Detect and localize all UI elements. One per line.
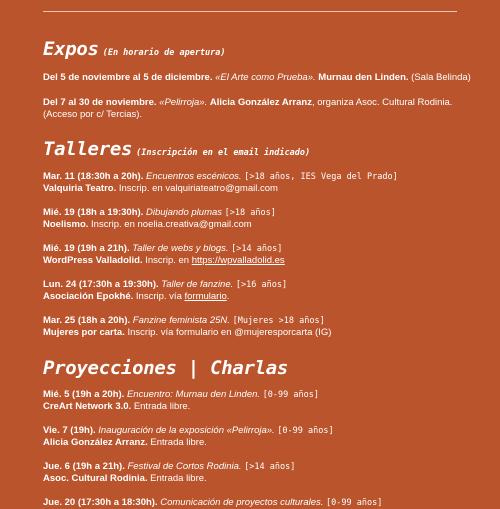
charla-entry [43,389,473,414]
entry-date: Mié. 19 (19h a 21h). [43,243,130,254]
entry-name: «Pelirroja». [159,97,207,108]
entry-name: «El Arte como Prueba». [215,72,316,83]
entry-organizer: Alicia González Arranz [210,97,312,108]
entry-tag: [0-99 años] [326,498,382,508]
entry-name: Comunicación de proyectos culturales. [160,497,323,508]
charla-entry [43,497,473,509]
entry-organizer: CreArt Network 3.0. [43,401,131,412]
entry-organizer: Asociación Epokhé. [43,291,133,302]
top-divider [43,11,457,12]
section-proyecciones-header [43,355,473,379]
charla-entry [43,425,473,450]
entry-date: Jue. 20 (17:30h a 18:30h). [43,497,158,508]
entry-date: Mié. 5 (19h a 20h). [43,389,124,400]
taller-entry [43,279,473,304]
entry-organizer: Alicia González Arranz. [43,437,148,448]
section-talleres-header [43,136,473,160]
entry-organizer: Valquiria Teatro. [43,183,116,194]
entry-date: Mar. 25 (18h a 20h). [43,315,130,326]
entry-tag: [0-99 años] [277,426,333,436]
program-content [43,36,473,509]
entry-organizer: WordPress Valladolid. [43,255,143,266]
expo-entry [43,97,473,122]
entry-name: Taller de fanzine. [161,279,233,290]
section-note-talleres: (Inscripción en el email indicado) [136,148,310,158]
entry-name: Festival de Cortos Rodinia. [127,461,241,472]
entry-tag: [>16 años] [236,280,287,290]
taller-entry [43,171,473,196]
entry-name: Encuentro: Murnau den Linden. [127,389,260,400]
entry-info: Entrada libre. [150,473,207,484]
wpvalladolid-link[interactable]: https://wpvalladolid.es [192,255,285,266]
entry-date: Lun. 24 (17:30h a 19:30h). [43,279,159,290]
entry-tag: [>14 años] [231,244,282,254]
entry-info: Inscrip. en [145,255,189,266]
taller-entry [43,207,473,232]
entry-organizer: Noelismo. [43,219,88,230]
entry-organizer: Murnau den Linden. [318,72,408,83]
entry-name: Encuentros escénicos. [146,171,242,182]
entry-extra: (Sala Belinda) [411,72,471,83]
entry-name: Inauguración de la exposición «Pelirroja». [98,425,274,436]
section-expos-header [43,36,473,60]
entry-date: Jue. 6 (19h a 21h). [43,461,125,472]
entry-tag: [0-99 años] [263,390,319,400]
entry-info: Entrada libre. [150,437,207,448]
entry-info: Inscrip. vía [136,291,182,302]
entry-tag: [>18 años] [225,208,276,218]
section-note-expos: (En horario de apertura) [103,48,226,58]
entry-tag: [>14 años] [244,462,295,472]
taller-entry [43,315,473,340]
entry-date: Vie. 7 (19h). [43,425,96,436]
entry-name: Dibujando plumas [146,207,222,218]
entry-date: Del 7 al 30 de noviembre. [43,97,157,108]
entry-tail: . [227,291,230,302]
section-title-talleres: Talleres [43,138,132,160]
formulario-link[interactable]: formulario [185,291,227,302]
entry-tag: [Mujeres >18 años] [233,316,325,326]
entry-organizer: Mujeres por carta. [43,327,125,338]
section-title-proyecciones: Proyecciones | Charlas [43,357,288,379]
charla-entry [43,461,473,486]
entry-extra-2: (Acceso por c/ Tercias). [43,109,473,122]
entry-organizer: Asoc. Cultural Rodinia. [43,473,148,484]
entry-name: Taller de webs y blogs. [132,243,228,254]
entry-info: Inscrip. en noelia.creativa@gmail.com [91,219,252,230]
entry-tag: [>18 años, IES Vega del Prado] [244,172,398,182]
expo-entry [43,72,473,85]
entry-info: Inscrip. vía formulario en @mujeresporcarta (IG) [127,327,331,338]
entry-name: Fanzine feminista 25N. [133,315,230,326]
entry-extra: , organiza Asoc. Cultural Rodinia. [312,97,452,108]
entry-date: Del 5 de noviembre al 5 de diciembre. [43,72,212,83]
section-title-expos: Expos [43,38,99,60]
entry-info: Inscrip. en valquiriateatro@gmail.com [119,183,278,194]
entry-info: Entrada libre. [134,401,191,412]
taller-entry [43,243,473,268]
entry-date: Mié. 19 (18h a 19:30h). [43,207,143,218]
entry-date: Mar. 11 (18:30h a 20h). [43,171,143,182]
